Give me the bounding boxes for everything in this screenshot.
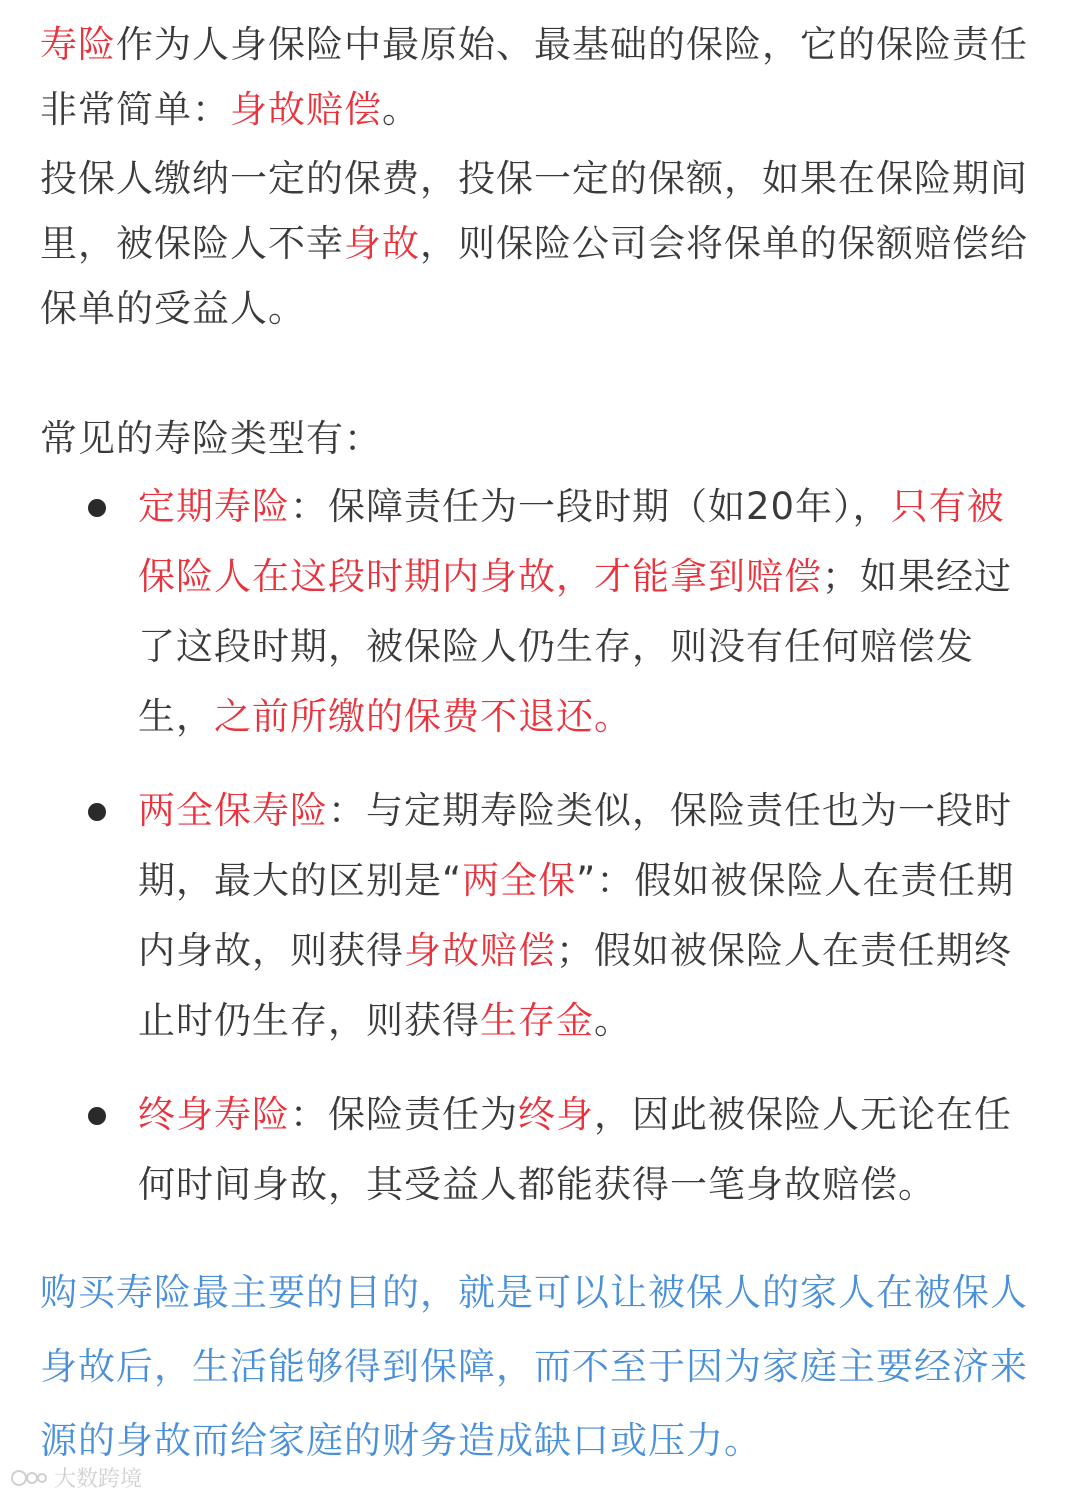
paragraph-text: ： bbox=[328, 789, 366, 832]
bullet-dot-icon bbox=[88, 1107, 106, 1125]
paragraph-text: 保障责任为一段时期（如20年）， bbox=[328, 485, 891, 528]
watermark bbox=[10, 1462, 142, 1493]
types-heading: 常见的寿险类型有： bbox=[40, 417, 382, 460]
paragraph-text: ，因此被保险人无论在任何时间身故，其受益人都能获得一笔身故赔偿。 bbox=[138, 1093, 1012, 1206]
list-item-title: 两全保寿险 bbox=[138, 789, 328, 832]
paragraph-text: 保险责任为 bbox=[328, 1093, 518, 1136]
term-highlight: 身故赔偿 bbox=[404, 929, 556, 972]
paragraph-text: ： bbox=[290, 1093, 328, 1136]
paragraph-text: 。 bbox=[382, 88, 420, 131]
paragraph-text: ；假如被保险人在责任期终止时仍生存，则获得 bbox=[138, 929, 1012, 1042]
paragraph-text: 。 bbox=[594, 999, 632, 1042]
watermark-logo-icon bbox=[10, 1467, 50, 1489]
list-item-endowment-life bbox=[0, 776, 1018, 1056]
term-highlight: 终身 bbox=[518, 1093, 594, 1136]
term-highlight: 只有被保险人在这段时期内身故，才能拿到赔偿 bbox=[138, 485, 1005, 598]
paragraph-text: 作为人身保险中最原始、最基础的保险，它的保险责任非常简单： bbox=[40, 23, 1028, 131]
term-highlight: 寿险 bbox=[40, 23, 116, 66]
paragraph-text: 投保人缴纳一定的保费，投保一定的保额，如果在保险期间里，被保险人不幸 bbox=[40, 157, 1028, 265]
life-insurance-types-list bbox=[0, 472, 1080, 1220]
term-highlight: 两全保 bbox=[462, 859, 577, 902]
term-highlight: 生存金 bbox=[480, 999, 594, 1042]
paragraph-text: 与定期寿险类似，保险责任也为一段时期，最大的区别是“ bbox=[138, 789, 1012, 902]
paragraph-text: ；如果经过了这段时期，被保险人仍生存，则没有任何赔偿发生， bbox=[138, 555, 1012, 738]
list-item-title: 定期寿险 bbox=[138, 485, 290, 528]
bullet-dot-icon bbox=[88, 499, 106, 517]
term-highlight: 身故 bbox=[344, 222, 420, 265]
term-highlight: 之前所缴的保费不退还。 bbox=[214, 695, 632, 738]
watermark-text: 大数跨境 bbox=[54, 1467, 143, 1492]
intro-paragraph bbox=[40, 12, 1040, 142]
paragraph-text: ”：假如被保险人在责任期内身故，则获得 bbox=[138, 859, 1015, 972]
bullet-dot-icon bbox=[88, 803, 106, 821]
list-item-term-life bbox=[0, 472, 1018, 752]
explanation-paragraph bbox=[40, 146, 1040, 341]
list-item-whole-life bbox=[0, 1080, 1018, 1220]
paragraph-text: ： bbox=[290, 485, 328, 528]
paragraph-text: ，则保险公司会将保单的保额赔偿给保单的受益人。 bbox=[40, 222, 1028, 330]
purpose-paragraph: 购买寿险最主要的目的，就是可以让被保人的家人在被保人身故后，生活能够得到保障，而不至于因为家庭主要经济来源的身故而给家庭的财务造成缺口或压力。 bbox=[40, 1271, 1028, 1462]
term-highlight: 身故赔偿 bbox=[230, 88, 382, 131]
list-item-title: 终身寿险 bbox=[138, 1093, 290, 1136]
